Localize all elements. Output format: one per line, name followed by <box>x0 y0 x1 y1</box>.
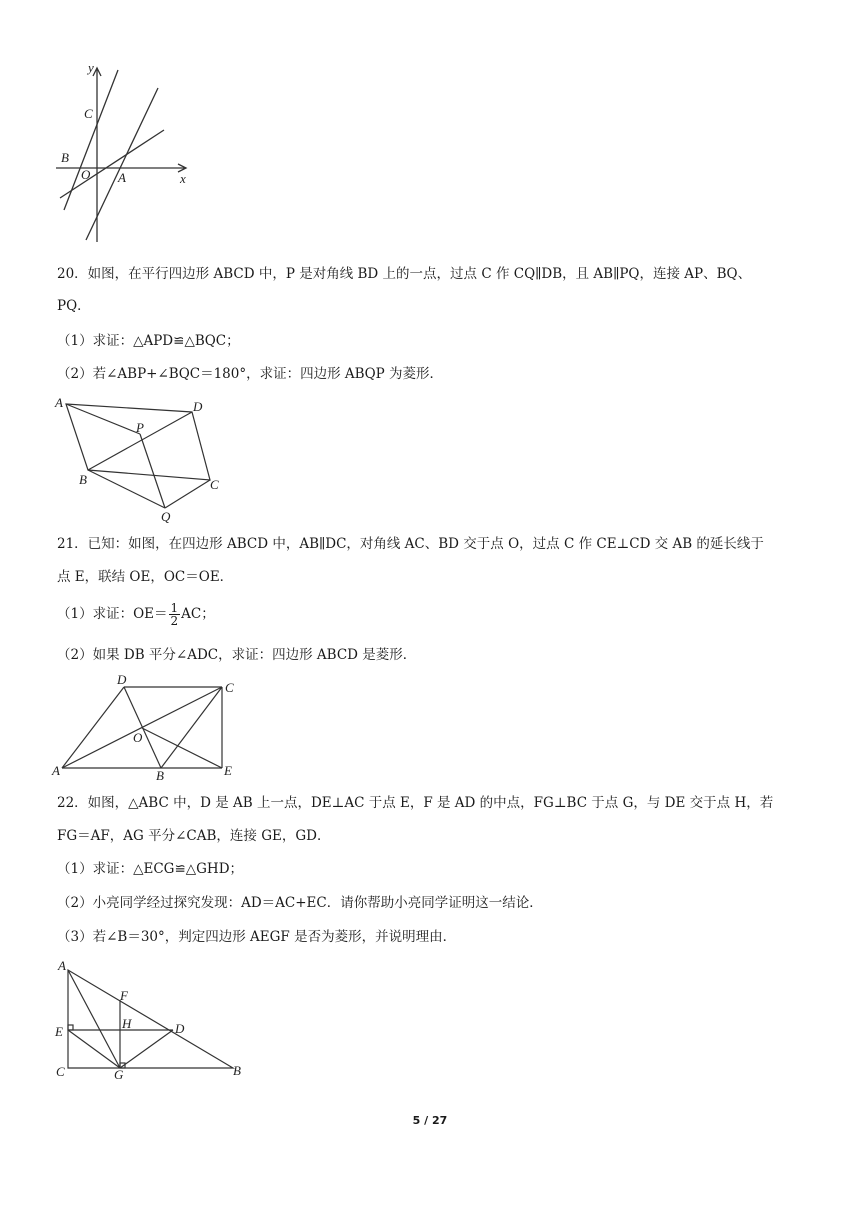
segment-cq <box>165 480 210 508</box>
page-number: 5 / 27 <box>412 1114 448 1127</box>
q22-part1: （1）求证：△ECG≌△GHD； <box>57 861 244 877</box>
segment-oe <box>142 728 222 768</box>
label-b: B <box>61 150 69 165</box>
label-c: C <box>225 680 234 695</box>
q21-part1 <box>57 599 215 629</box>
label-d: D <box>117 672 127 687</box>
q21-part2: （2）如果 DB 平分∠ADC，求证：四边形 ABCD 是菱形． <box>57 647 417 663</box>
label-g: G <box>114 1067 124 1082</box>
figure-q20-parallelogram <box>50 392 240 527</box>
label-q: Q <box>161 509 171 524</box>
q21-stem-line2: 点 E，联结 OE，OC＝OE． <box>57 569 234 585</box>
fraction-denominator: 2 <box>170 614 179 628</box>
q22-stem-line2: FG＝AF，AG 平分∠CAB，连接 GE，GD． <box>57 828 331 844</box>
label-e: E <box>55 1024 63 1039</box>
q21-part1-prefix: （1）求证：OE＝ <box>57 606 168 622</box>
q22-stem-line1: 22．如图，△ABC 中，D 是 AB 上一点，DE⊥AC 于点 E，F 是 AD 的中点，FG⊥BC 于点 G，与 DE 交于点 H，若 <box>57 795 774 811</box>
triangle-abc <box>68 970 233 1068</box>
label-c: C <box>56 1064 65 1079</box>
label-b: B <box>79 472 87 487</box>
q20-stem-line2: PQ． <box>57 298 91 314</box>
label-d: D <box>175 1021 185 1036</box>
figure-q19-coordinate-graph <box>52 60 202 245</box>
label-d: D <box>193 399 203 414</box>
fraction-numerator: 1 <box>170 601 179 615</box>
label-c: C <box>84 106 93 121</box>
line-shallow <box>60 130 164 198</box>
q20-part1: （1）求证：△APD≌△BQC； <box>57 333 240 349</box>
label-b: B <box>156 768 164 782</box>
label-c: C <box>210 477 219 492</box>
label-x: x <box>180 171 186 186</box>
fraction-one-half <box>169 602 181 627</box>
figure-q22-triangle <box>48 958 253 1083</box>
label-h: H <box>122 1016 132 1031</box>
label-o: O <box>81 167 91 182</box>
label-o: O <box>133 730 143 745</box>
diagonal-bd <box>124 687 161 768</box>
q20-stem-line1: 20．如图，在平行四边形 ABCD 中，P 是对角线 BD 上的一点，过点 C 作 CQ∥DB，且 AB∥PQ，连接 AP、BQ、 <box>57 266 752 282</box>
segment-ag <box>68 970 120 1068</box>
segment-bc <box>161 687 222 768</box>
q22-part3: （3）若∠B＝30°，判定四边形 AEGF 是否为菱形，并说明理由． <box>57 929 457 945</box>
segment-ad <box>62 687 124 768</box>
q21-stem-line1: 21．已知：如图，在四边形 ABCD 中，AB∥DC，对角线 AC、BD 交于点 O，过点 C 作 CE⊥CD 交 AB 的延长线于 <box>57 536 764 552</box>
label-p: P <box>136 420 144 435</box>
q21-part1-suffix: AC； <box>181 606 215 622</box>
q20-part2: （2）若∠ABP+∠BQC＝180°，求证：四边形 ABQP 为菱形． <box>57 366 444 382</box>
q22-part2: （2）小亮同学经过探究发现：AD＝AC+EC．请你帮助小亮同学证明这一结论． <box>57 895 543 911</box>
label-y: y <box>88 60 94 75</box>
label-b: B <box>233 1063 241 1078</box>
right-angle-e <box>68 1025 73 1030</box>
label-a: A <box>118 170 126 185</box>
label-e: E <box>224 763 232 778</box>
label-a: A <box>52 763 60 778</box>
segment-ge <box>68 1030 120 1068</box>
label-f: F <box>120 988 128 1003</box>
figure-q21-quadrilateral <box>48 672 248 782</box>
label-a: A <box>55 395 63 410</box>
label-a: A <box>58 958 66 973</box>
segment-gd <box>120 1030 173 1068</box>
